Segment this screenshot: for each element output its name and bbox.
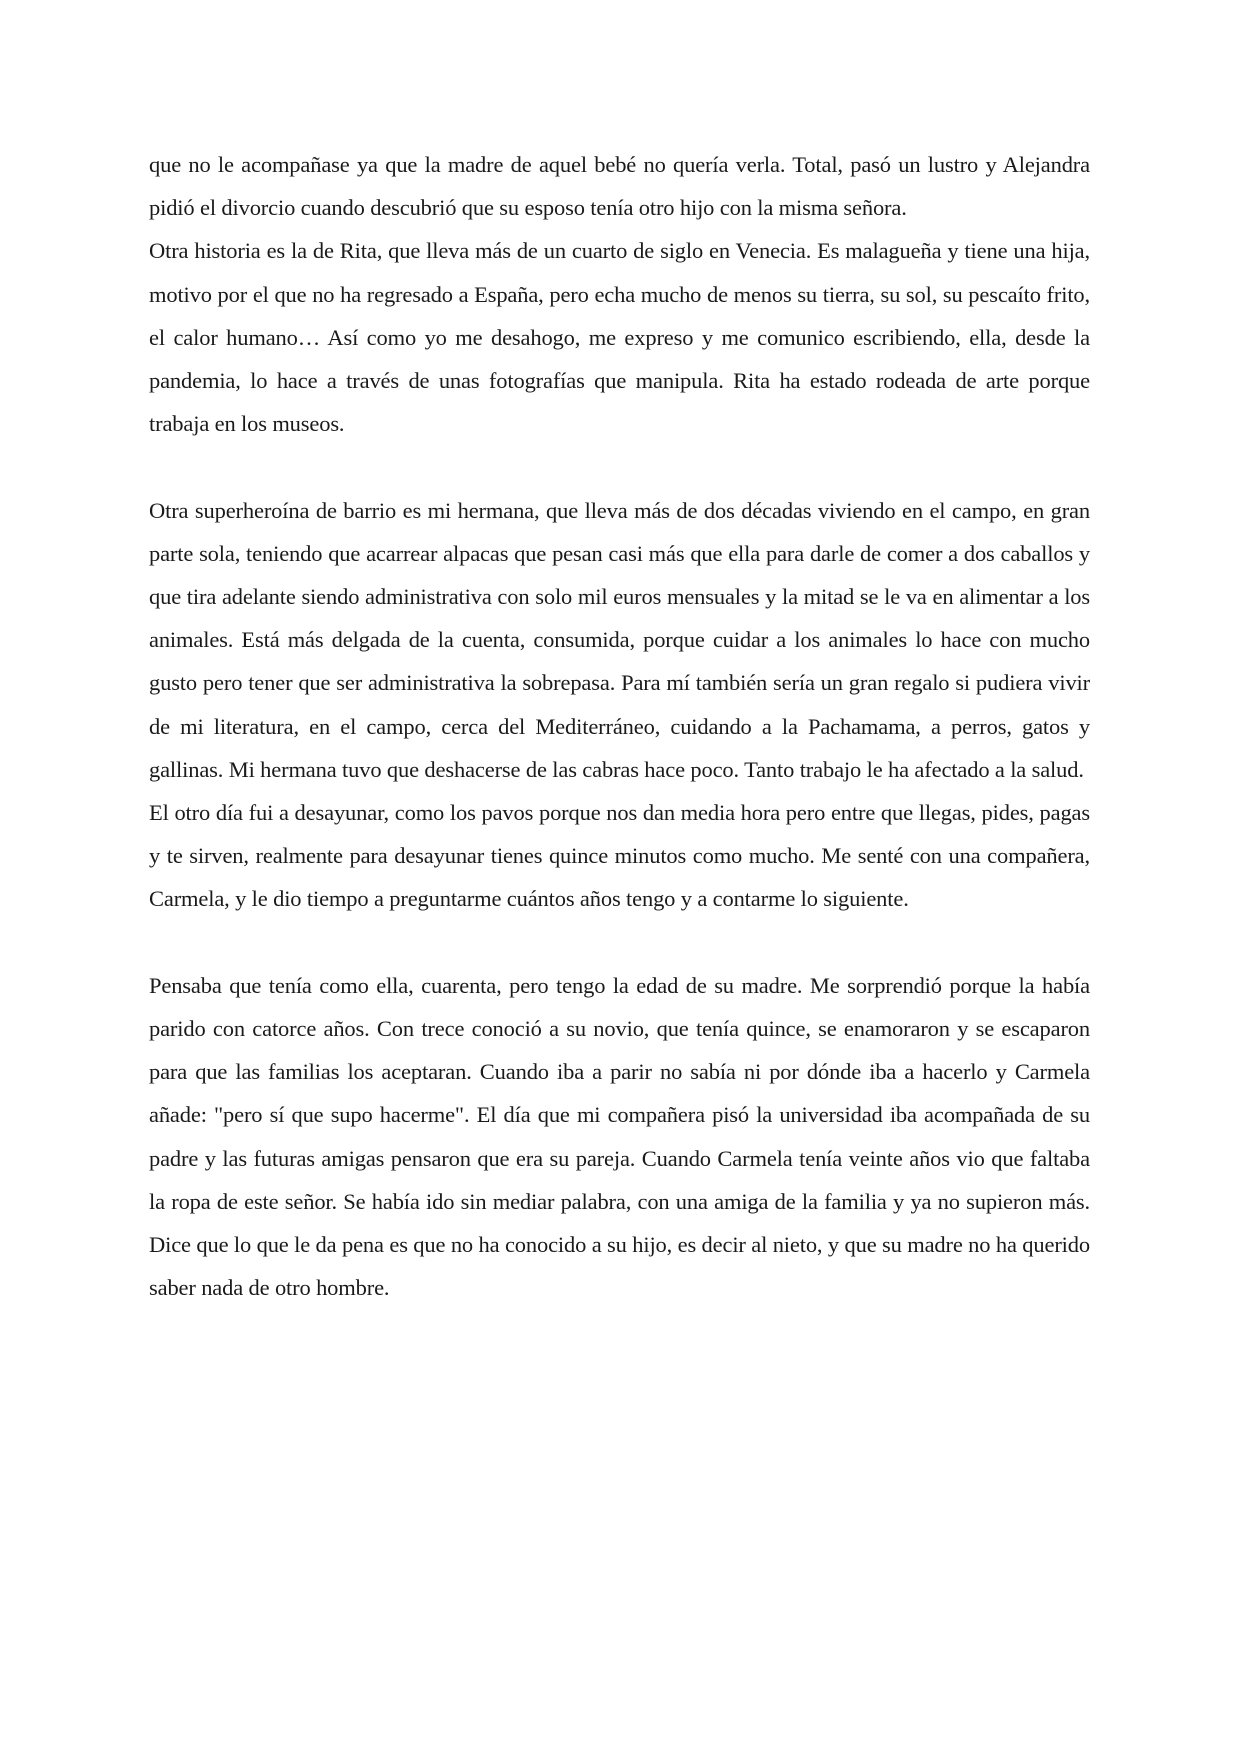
- paragraph-rita-venice: Otra historia es la de Rita, que lleva más de un cuarto de siglo en Venecia. Es malagueña y tiene una hija, motivo por el que no ha regresado a España, pero echa mucho de menos su tierra, su sol, su pescaíto frito, el calor humano… Así como yo me desahogo, me expreso y me comunico escribiendo, ella, desde la pandemia, lo hace a través de unas fotografías que manipula. Rita ha estado rodeada de arte porque trabaja en los museos.: [149, 238, 1090, 437]
- paragraph-sister-countryside: Otra superheroína de barrio es mi hermana, que lleva más de dos décadas viviendo en el campo, en gran parte sola, teniendo que acarrear alpacas que pesan casi más que ella para darle de comer a dos caballos y que tira adelante siendo administrativa con solo mil euros mensuales y la mitad se le va en alimentar a los animales. Está más delgada de la cuenta, consumida, porque cuidar a los animales lo hace con mucho gusto pero tener que ser administrativa la sobrepasa. Para mí también sería un gran regalo si pudiera vivir de mi literatura, en el campo, cerca del Mediterráneo, cuidando a la Pachamama, a perros, gatos y gallinas. Mi hermana tuvo que deshacerse de las cabras hace poco. Tanto trabajo le ha afectado a la salud.: [149, 497, 1090, 782]
- paragraph-carmela-story: Pensaba que tenía como ella, cuarenta, pero tengo la edad de su madre. Me sorprendió porque la había parido con catorce años. Con trece conoció a su novio, que tenía quince, se enamoraron y se escaparon para que las familias los aceptaran. Cuando iba a parir no sabía ni por dónde iba a hacerlo y Carmela añade: "pero sí que supo hacerme". El día que mi compañera pisó la universidad iba acompañada de su padre y las futuras amigas pensaron que era su pareja. Cuando Carmela tenía veinte años vio que faltaba la ropa de este señor. Se había ido sin mediar palabra, con una amiga de la familia y ya no supieron más. Dice que lo que le da pena es que no ha conocido a su hijo, es decir al nieto, y que su madre no ha querido saber nada de otro hombre.: [149, 972, 1090, 1301]
- paragraph-alejandra-divorce: que no le acompañase ya que la madre de aquel bebé no quería verla. Total, pasó un lustro y Alejandra pidió el divorcio cuando descubrió que su esposo tenía otro hijo con la misma señora.: [149, 152, 1090, 221]
- document-page: [149, 143, 1090, 1309]
- paragraph-breakfast-carmela: El otro día fui a desayunar, como los pavos porque nos dan media hora pero entre que llegas, pides, pagas y te sirven, realmente para desayunar tienes quince minutos como mucho. Me senté con una compañera, Carmela, y le dio tiempo a preguntarme cuántos años tengo y a contarme lo siguiente.: [149, 800, 1090, 912]
